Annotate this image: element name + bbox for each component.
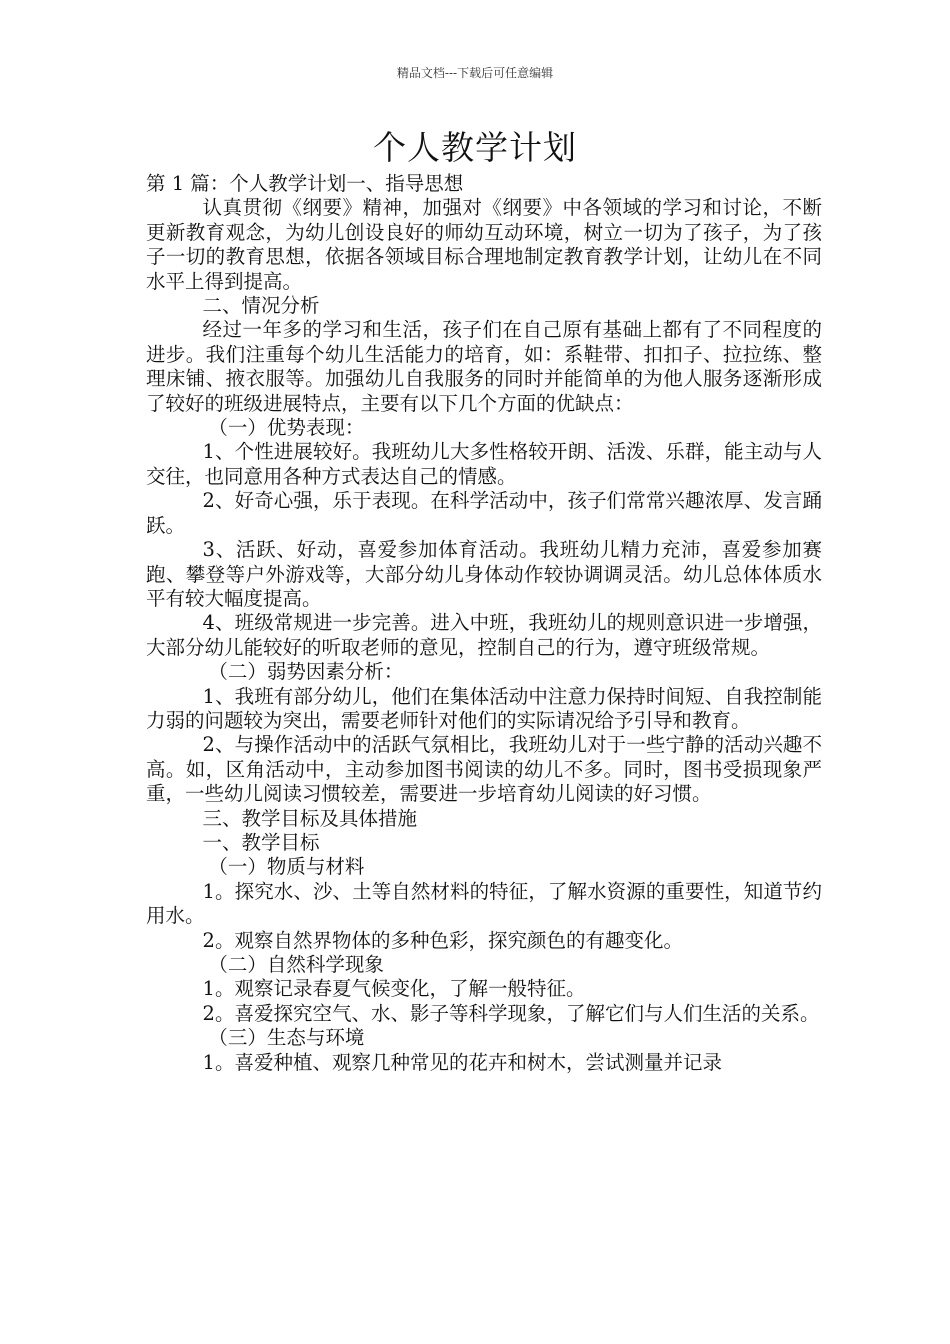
subsection-heading: （一）物质与材料 — [208, 855, 365, 879]
document-title: 个人教学计划 — [373, 128, 577, 167]
list-item: 1。探究水、沙、土等自然材料的特征，了解水资源的重要性，知道节约用水。 — [146, 879, 822, 928]
section-heading: 三、教学目标及具体措施 — [202, 806, 418, 830]
section-heading: 二、情况分析 — [202, 294, 320, 318]
list-item: 1。观察记录春夏气候变化，了解一般特征。 — [202, 977, 586, 1001]
list-item: 4、班级常规进一步完善。进入中班，我班幼儿的规则意识进一步增强，大部分幼儿能较好的听取老师的意见，控制自己的行为，遵守班级常规。 — [146, 611, 822, 659]
list-item: 2、好奇心强，乐于表现。在科学活动中，孩子们常常兴趣浓厚、发言踊跃。 — [146, 489, 822, 537]
subsection-heading: （二）弱势因素分析： — [208, 660, 404, 684]
list-item: 2。观察自然界物体的多种色彩，探究颜色的有趣变化。 — [202, 928, 683, 952]
subsection-heading: （一）优势表现： — [208, 416, 365, 440]
subsection-heading: （二）自然科学现象 — [208, 953, 384, 976]
list-item: 1。喜爱种植、观察几种常见的花卉和树木，尝试测量并记录 — [202, 1050, 722, 1074]
subsection-heading: （三）生态与环境 — [208, 1026, 365, 1050]
paragraph: 第 1 篇：个人教学计划一、指导思想 — [146, 172, 464, 195]
list-item: 2。喜爱探究空气、水、影子等科学现象，了解它们与人们生活的关系。 — [202, 1001, 820, 1025]
list-item: 3、活跃、好动，喜爱参加体育活动。我班幼儿精力充沛，喜爱参加赛跑、攀登等户外游戏等，大部分幼儿身体动作较协调调灵活。幼儿总体体质水平有较大幅度提高。 — [146, 538, 822, 610]
page-header-watermark: 精品文档---下载后可任意编辑 — [396, 66, 554, 80]
list-item: 1、个性进展较好。我班幼儿大多性格较开朗、活泼、乐群，能主动与人交往，也同意用各种方式表达自己的情感。 — [146, 440, 822, 488]
document-body — [146, 172, 822, 1075]
section-heading: 一、教学目标 — [202, 830, 320, 854]
list-item: 1、我班有部分幼儿，他们在集体活动中注意力保持时间短、自我控制能力弱的问题较为突出，需要老师针对他们的实际请况给予引导和教育。 — [146, 684, 822, 732]
list-item: 2、与操作活动中的活跃气氛相比，我班幼儿对于一些宁静的活动兴趣不高。如，区角活动中，主动参加图书阅读的幼儿不多。同时，图书受损现象严重，一些幼儿阅读习惯较差，需要进一步培育幼儿阅读的好习惯。 — [146, 733, 822, 806]
paragraph: 经过一年多的学习和生活，孩子们在自己原有基础上都有了不同程度的进步。我们注重每个幼儿生活能力的培育，如：系鞋带、扣扣子、拉拉练、整理床铺、掖衣服等。加强幼儿自我服务的同时并能简单的为他人服务逐渐形成了较好的班级进展特点，主要有以下几个方面的优缺点： — [146, 318, 822, 415]
paragraph: 认真贯彻《纲要》精神，加强对《纲要》中各领域的学习和讨论，不断更新教育观念，为幼儿创设良好的师幼互动环境，树立一切为了孩子，为了孩子一切的教育思想，依据各领域目标合理地制定教育教学计划，让幼儿在不同水平上得到提高。 — [146, 196, 822, 293]
